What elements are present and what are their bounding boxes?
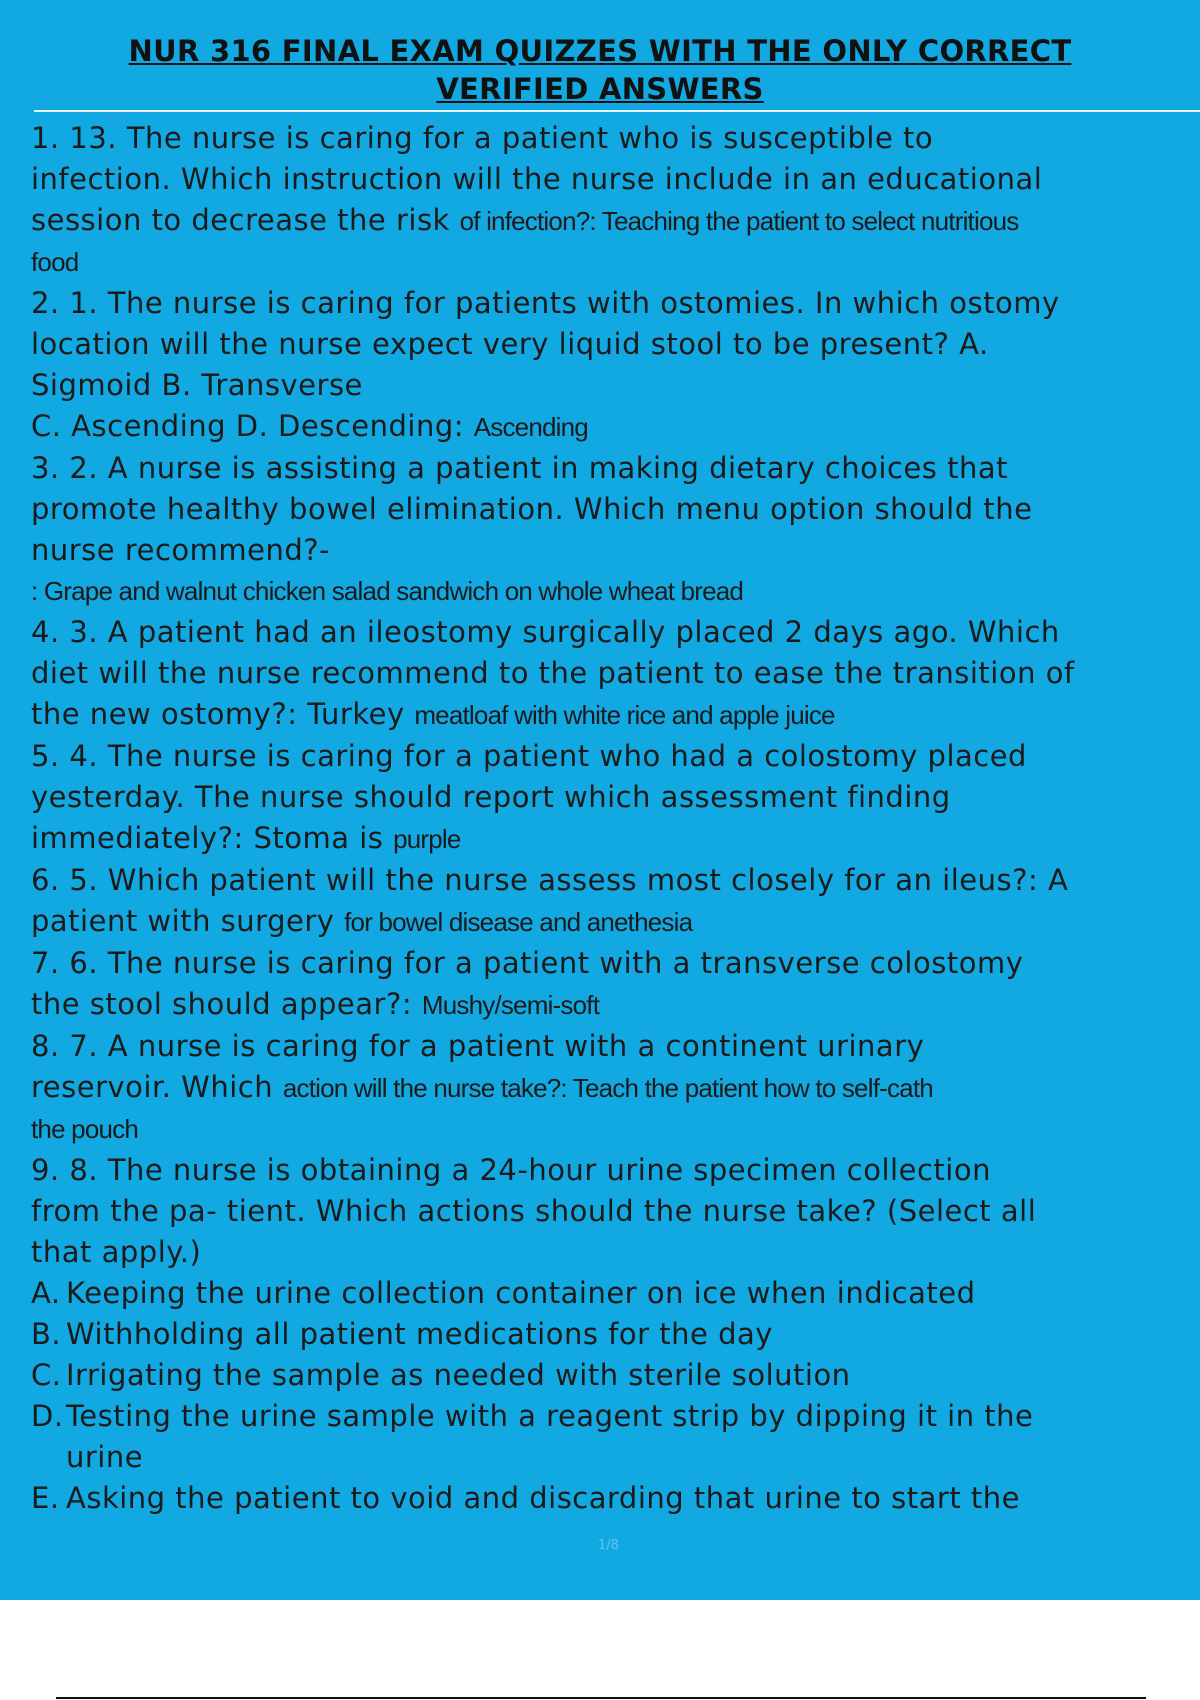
question-text: patient with surgery [31, 904, 345, 938]
answer-text: : Grape and walnut chicken salad sandwich on whole wheat bread [31, 576, 744, 606]
question-text: location will the nurse expect very liquid stool to be present? A. [31, 327, 989, 361]
question-item [31, 283, 1200, 448]
question-text: 1. 13. The nurse is caring for a patient who is susceptible to [31, 121, 934, 155]
option-letter: E. [31, 1481, 60, 1515]
question-text: promote healthy bowel elimination. Which menu option should the [31, 492, 1033, 526]
answer-text: action will the nurse take?: Teach the patient how to self-cath [282, 1073, 933, 1103]
option-text: Testing the urine sample with a reagent strip by dipping it in the [66, 1399, 1034, 1433]
question-text: reservoir. Which [31, 1070, 283, 1104]
option-text: Asking the patient to void and discarding that urine to start the [66, 1481, 1021, 1515]
answer-text: purple [393, 824, 461, 854]
question-text: Sigmoid B. Transverse [31, 368, 363, 402]
question-text: nurse recommend?- [31, 533, 331, 567]
question-text: the new ostomy?: Turkey [31, 697, 415, 731]
question-text: session to decrease the risk [31, 203, 460, 237]
question-text: 6. 5. Which patient will the nurse assess most closely for an ileus?: A [31, 863, 1069, 897]
question-item [31, 1150, 1200, 1519]
document-title: NUR 316 FINAL EXAM QUIZZES WITH THE ONLY CORRECT [128, 34, 1072, 68]
question-item [31, 1026, 1200, 1150]
question-item [31, 736, 1200, 860]
question-text: 8. 7. A nurse is caring for a patient with a continent urinary [31, 1029, 925, 1063]
question-list [31, 118, 1200, 1519]
question-text: immediately?: Stoma is [31, 821, 394, 855]
option-letter: D. [31, 1399, 64, 1433]
option-text: Keeping the urine collection container on ice when indicated [66, 1276, 976, 1310]
option-text: Irrigating the sample as needed with sterile solution [66, 1358, 851, 1392]
option-text: Withholding all patient medications for the day [66, 1317, 773, 1351]
question-text: 3. 2. A nurse is assisting a patient in making dietary choices that [31, 451, 1008, 485]
question-text: 9. 8. The nurse is obtaining a 24-hour urine specimen collection [31, 1153, 991, 1187]
question-item [31, 448, 1200, 612]
title-divider [34, 110, 1200, 112]
answer-text: food [31, 247, 79, 277]
document-title-line2: VERIFIED ANSWERS [436, 72, 764, 106]
answer-text: for bowel disease and anethesia [344, 907, 693, 937]
answer-option [31, 1355, 1200, 1396]
question-text: diet will the nurse recommend to the patient to ease the transition of [31, 656, 1075, 690]
question-text: yesterday. The nurse should report which assessment finding [31, 780, 951, 814]
question-text: 4. 3. A patient had an ileostomy surgically placed 2 days ago. Which [31, 615, 1060, 649]
question-text: C. Ascending D. Descending: [31, 409, 474, 443]
question-text: 7. 6. The nurse is caring for a patient with a transverse colostomy [31, 946, 1024, 980]
answer-option [31, 1396, 1200, 1437]
option-text-continued: urine [66, 1440, 144, 1474]
answer-option [31, 1314, 1200, 1355]
answer-text: the pouch [31, 1114, 139, 1144]
question-text: the stool should appear?: [31, 987, 422, 1021]
answer-option [31, 1273, 1200, 1314]
option-letter: C. [31, 1358, 62, 1392]
page-number: 1/8 [598, 1538, 619, 1553]
question-text: 5. 4. The nurse is caring for a patient who had a colostomy placed [31, 739, 1027, 773]
question-text: from the pa- tient. Which actions should the nurse take? (Select all [31, 1194, 1037, 1228]
answer-text: of infection?: Teaching the patient to select nutritious [459, 206, 1019, 236]
question-text: that apply.) [31, 1235, 202, 1269]
question-item [31, 860, 1200, 943]
footer-divider [56, 1697, 1146, 1699]
answer-text: meatloaf with white rice and apple juice [414, 700, 835, 730]
question-item [31, 118, 1200, 283]
question-item [31, 943, 1200, 1026]
question-text: 2. 1. The nurse is caring for patients with ostomies. In which ostomy [31, 286, 1060, 320]
option-letter: B. [31, 1317, 62, 1351]
question-text: infection. Which instruction will the nurse include in an educational [31, 162, 1043, 196]
answer-text: Ascending [473, 412, 588, 442]
option-letter: A. [31, 1276, 61, 1310]
answer-text: Mushy/semi-soft [421, 990, 600, 1020]
question-item [31, 612, 1200, 736]
answer-option [31, 1478, 1200, 1519]
